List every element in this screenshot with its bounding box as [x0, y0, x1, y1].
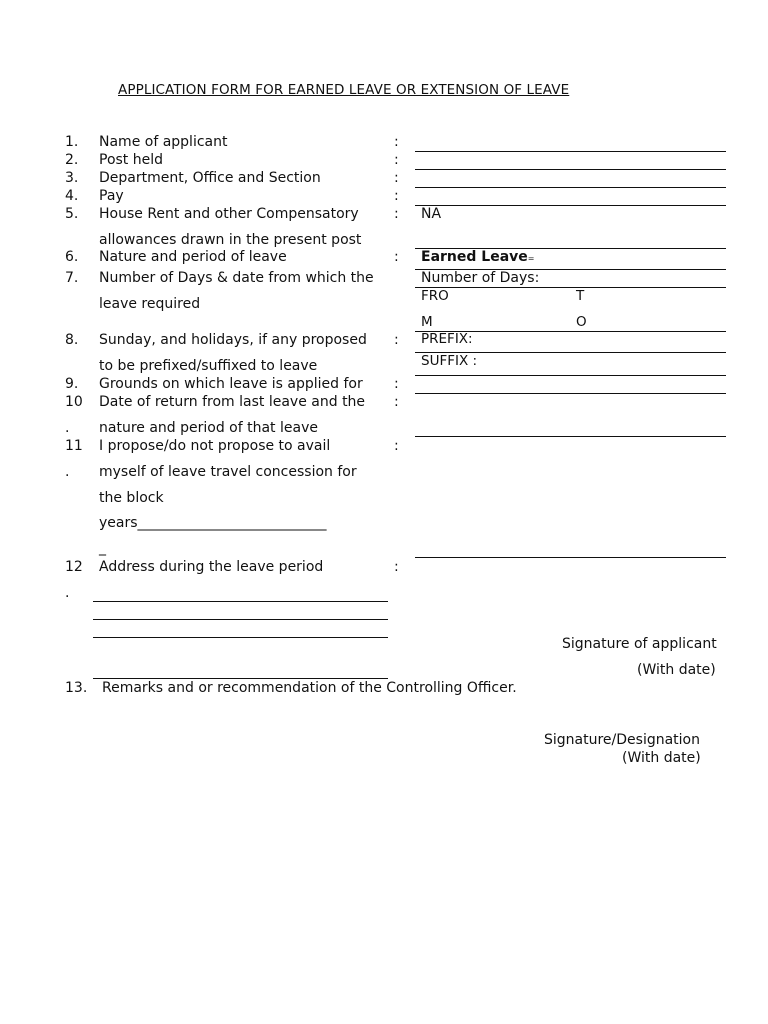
- item-number-dot: .: [65, 464, 70, 480]
- colon: :: [394, 170, 399, 186]
- item-number: 1.: [65, 134, 79, 150]
- colon: :: [394, 394, 399, 410]
- item-label-sunday-holidays-cont: to be prefixed/suffixed to leave: [99, 358, 318, 374]
- signature-of-applicant: Signature of applicant: [562, 636, 717, 652]
- item-number-dot: .: [65, 585, 70, 601]
- colon: :: [394, 438, 399, 454]
- item-number: 11: [65, 438, 83, 454]
- item-label-ltc-block: the block: [99, 490, 164, 506]
- item-number-dot: .: [65, 420, 70, 436]
- item-number: 5.: [65, 206, 79, 222]
- colon: :: [394, 152, 399, 168]
- item-label-ltc-years: years___________________________: [99, 515, 327, 531]
- item-label-ltc: I propose/do not propose to avail: [99, 438, 331, 454]
- item-label-house-rent: House Rent and other Compensatory: [99, 206, 359, 222]
- address-line-1[interactable]: [93, 601, 388, 602]
- with-date-officer: (With date): [622, 750, 701, 766]
- item-number: 4.: [65, 188, 79, 204]
- number-of-days-line[interactable]: [415, 287, 726, 288]
- earned-leave-text: Earned Leave: [421, 249, 528, 265]
- number-of-days-text: Number of Days:: [421, 270, 540, 286]
- item-number: 13.: [65, 680, 88, 696]
- name-of-applicant-line[interactable]: [415, 151, 726, 152]
- ltc-line[interactable]: [415, 557, 726, 558]
- colon: :: [394, 188, 399, 204]
- suffix-label: SUFFIX :: [421, 353, 478, 369]
- item-label-remarks: Remarks and or recommendation of the Controlling Officer.: [102, 680, 517, 696]
- equals-mark: =: [527, 254, 535, 263]
- item-label-grounds: Grounds on which leave is applied for: [99, 376, 363, 392]
- item-number: 2.: [65, 152, 79, 168]
- item-number: 9.: [65, 376, 79, 392]
- colon: :: [394, 134, 399, 150]
- item-label-sunday-holidays: Sunday, and holidays, if any proposed: [99, 332, 367, 348]
- from-label-b: M: [421, 314, 433, 330]
- colon: :: [394, 332, 399, 348]
- to-label-b: O: [576, 314, 587, 330]
- from-label-a: FRO: [421, 288, 449, 304]
- item-label-date-of-return: Date of return from last leave and the: [99, 394, 366, 410]
- prefix-label: PREFIX:: [421, 331, 473, 347]
- item-label-ltc-underscore: _: [99, 540, 106, 556]
- signature-designation: Signature/Designation: [544, 732, 700, 748]
- item-label-number-of-days-cont: leave required: [99, 296, 201, 312]
- suffix-line[interactable]: [415, 375, 726, 376]
- item-label-post-held: Post held: [99, 152, 164, 168]
- pay-line[interactable]: [415, 205, 726, 206]
- address-line-2[interactable]: [93, 619, 388, 620]
- item-number: 3.: [65, 170, 79, 186]
- to-label-a: T: [576, 288, 585, 304]
- item-number: 12: [65, 559, 83, 575]
- item-label-number-of-days: Number of Days & date from which the: [99, 270, 374, 286]
- form-title: APPLICATION FORM FOR EARNED LEAVE OR EXTENSION OF LEAVE: [118, 82, 570, 98]
- item-label-ltc-cont: myself of leave travel concession for: [99, 464, 357, 480]
- with-date-applicant: (With date): [637, 662, 716, 678]
- item-number: 6.: [65, 249, 79, 265]
- nature-of-leave-value: [421, 250, 534, 264]
- grounds-line[interactable]: [415, 393, 726, 394]
- item-label-department: Department, Office and Section: [99, 170, 321, 186]
- house-rent-value: NA: [421, 206, 442, 222]
- item-label-address: Address during the leave period: [99, 559, 324, 575]
- item-number: 8.: [65, 332, 79, 348]
- item-number: 10: [65, 394, 83, 410]
- colon: :: [394, 249, 399, 265]
- colon: :: [394, 559, 399, 575]
- colon: :: [394, 376, 399, 392]
- colon: :: [394, 206, 399, 222]
- post-held-line[interactable]: [415, 169, 726, 170]
- date-of-return-line[interactable]: [415, 436, 726, 437]
- department-line[interactable]: [415, 187, 726, 188]
- item-label-house-rent-cont: allowances drawn in the present post: [99, 232, 362, 248]
- item-label-pay: Pay: [99, 188, 124, 204]
- address-line-4[interactable]: [93, 678, 388, 679]
- item-label-name-of-applicant: Name of applicant: [99, 134, 228, 150]
- item-label-date-of-return-cont: nature and period of that leave: [99, 420, 318, 436]
- address-line-3[interactable]: [93, 637, 388, 638]
- item-label-nature-of-leave: Nature and period of leave: [99, 249, 287, 265]
- item-number: 7.: [65, 270, 79, 286]
